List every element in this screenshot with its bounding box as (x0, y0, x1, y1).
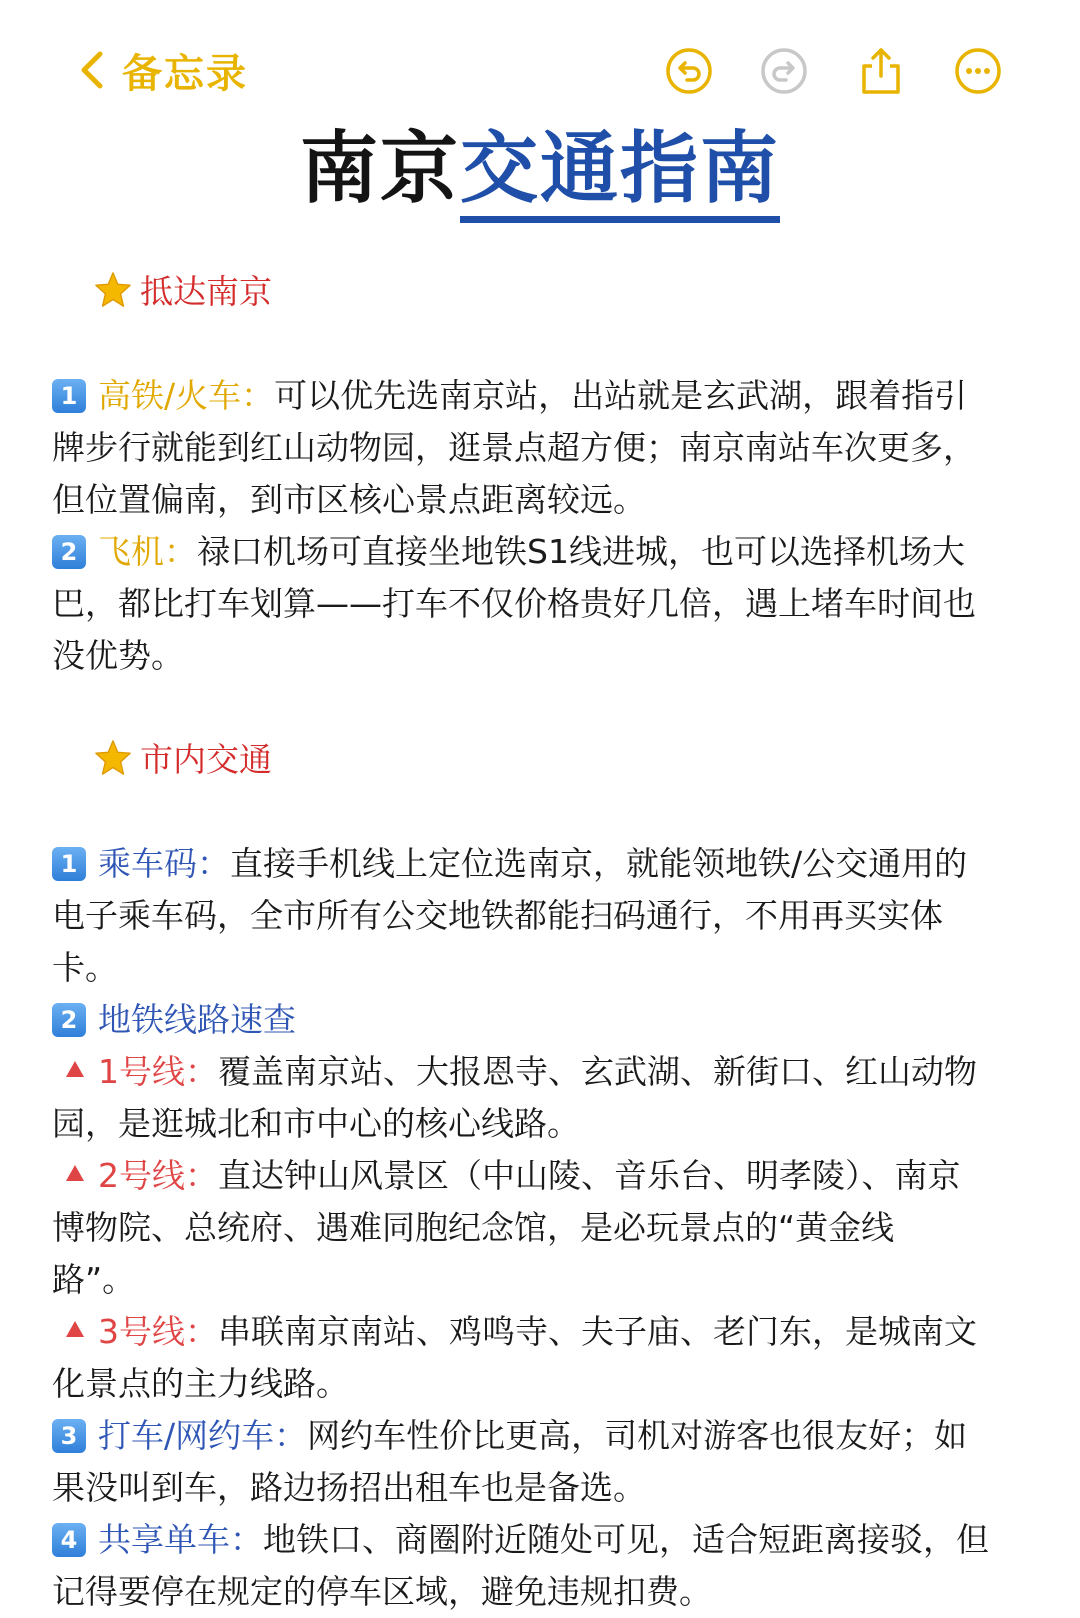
list-item-text: 记得要停在规定的停车区域，避免违规扣费。 (52, 1572, 712, 1611)
undo-icon (664, 46, 714, 96)
page-title (0, 106, 1080, 218)
more-icon (953, 46, 1003, 96)
list-item-text: 化景点的主力线路。 (52, 1364, 349, 1403)
number-badge-icon: 3 (52, 1419, 86, 1453)
star-icon (94, 271, 132, 309)
top-bar (0, 0, 1080, 120)
share-button[interactable] (856, 46, 906, 96)
list-item (52, 994, 1042, 1046)
number-badge-icon: 1 (52, 379, 86, 413)
list-item-text: 博物院、总统府、遇难同胞纪念馆，是必玩景点的“黄金线 (52, 1208, 895, 1247)
metro-line-label: 1号线： (98, 1052, 218, 1091)
section-heading-city: 市内交通 (52, 682, 1042, 838)
more-button[interactable] (953, 46, 1003, 96)
back-button[interactable] (74, 44, 248, 96)
item-label: 共享单车： (98, 1520, 263, 1559)
metro-line-item: 1号线：覆盖南京站、大报恩寺、玄武湖、新街口、红山动物 (52, 1046, 1042, 1098)
list-item: 3 打车/网约车：网约车性价比更高，司机对游客也很友好；如 (52, 1410, 1042, 1462)
list-item: 1 乘车码：直接手机线上定位选南京，就能领地铁/公交通用的 (52, 838, 1042, 890)
list-item-text: 路”。 (52, 1260, 136, 1299)
share-icon (856, 46, 906, 96)
triangle-icon (66, 1061, 84, 1077)
undo-button[interactable] (664, 46, 714, 96)
list-item-text: 没优势。 (52, 636, 184, 675)
list-item: 2 飞机：禄口机场可直接坐地铁S1线进城，也可以选择机场大 (52, 526, 1042, 578)
item-label: 打车/网约车： (98, 1416, 308, 1455)
number-badge-icon: 2 (52, 1003, 86, 1037)
list-item-text: 巴，都比打车划算——打车不仅价格贵好几倍，遇上堵车时间也 (52, 584, 976, 623)
item-label: 乘车码： (98, 844, 230, 883)
number-badge-icon: 1 (52, 847, 86, 881)
metro-line-item: 2号线：直达钟山风景区（中山陵、音乐台、明孝陵）、南京 (52, 1150, 1042, 1202)
list-item-text: 卡。 (52, 948, 118, 987)
item-label: 高铁/火车： (98, 376, 275, 415)
item-label: 地铁线路速查 (98, 1000, 296, 1039)
chevron-left-icon (74, 48, 108, 92)
redo-icon (759, 46, 809, 96)
triangle-icon (66, 1321, 84, 1337)
back-label: 备忘录 (122, 50, 248, 97)
title-part1: 南京 (299, 124, 460, 214)
list-item-text: 果没叫到车，路边扬招出租车也是备选。 (52, 1468, 646, 1507)
metro-line-label: 3号线： (98, 1312, 218, 1351)
title-part2: 交通指南 (460, 124, 780, 223)
item-label: 飞机： (98, 532, 197, 571)
number-badge-icon: 4 (52, 1523, 86, 1557)
metro-line-label: 2号线： (98, 1156, 218, 1195)
star-icon (94, 739, 132, 777)
section-heading-arrive: 抵达南京 (52, 214, 1042, 370)
metro-line-item: 3号线：串联南京南站、鸡鸣寺、夫子庙、老门东，是城南文 (52, 1306, 1042, 1358)
number-badge-icon: 2 (52, 535, 86, 569)
note-body[interactable] (52, 214, 1042, 1618)
redo-button[interactable] (759, 46, 809, 96)
list-item: 1 高铁/火车：可以优先选南京站，出站就是玄武湖，跟着指引 (52, 370, 1042, 422)
list-item-text: 但位置偏南，到市区核心景点距离较远。 (52, 480, 646, 519)
list-item-text: 牌步行就能到红山动物园，逛景点超方便；南京南站车次更多， (52, 428, 976, 467)
triangle-icon (66, 1165, 84, 1181)
list-item-text: 电子乘车码，全市所有公交地铁都能扫码通行，不用再买实体 (52, 896, 943, 935)
list-item-text: 园，是逛城北和市中心的核心线路。 (52, 1104, 580, 1143)
list-item: 4 共享单车：地铁口、商圈附近随处可见，适合短距离接驳，但 (52, 1514, 1042, 1566)
